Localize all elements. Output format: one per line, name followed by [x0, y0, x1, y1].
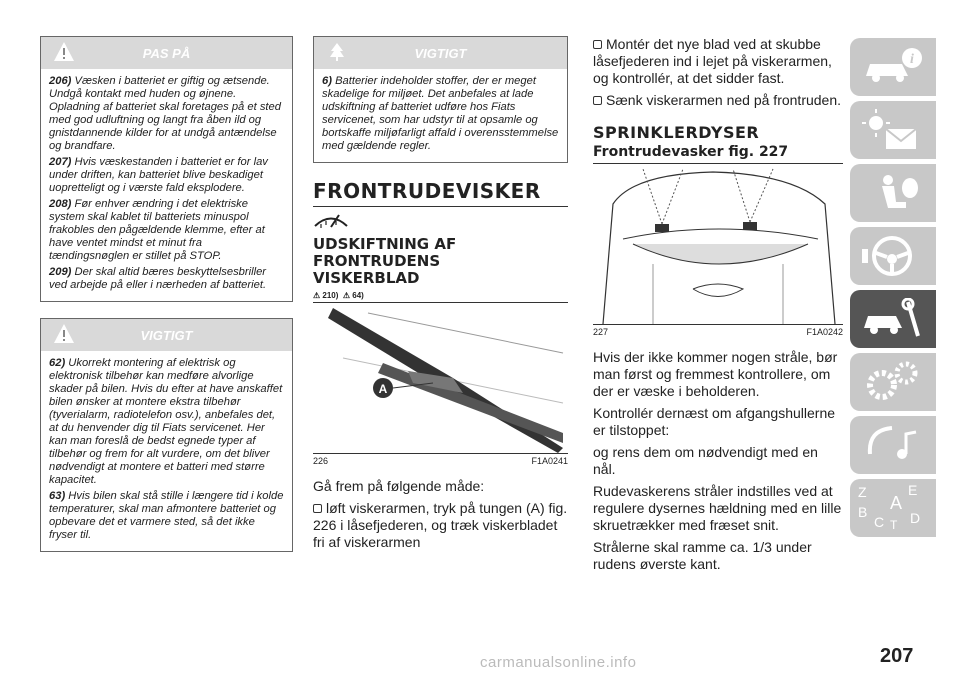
- note-text: Ukorrekt montering af elektrisk og elektronisk tilbehør kan medføre alvorlige skader på bilen. Hvis du efter at have anskaffet bilen ønsker at montere ekstra tilbehør (tyverialarm, radiotelefon osv.), anbefales det, at du henvender dig til Fiats servicenet. Her kan man foreslå de bedst egnede typer af tilbehør og frem for alt vurdere, om det bliver nødvendigt at montere et batteri med større kapacitet.: [49, 357, 283, 486]
- warning-ref-icon: ⚠: [342, 291, 351, 300]
- warning-box-body: [41, 69, 292, 301]
- references: ⚠ 210) ⚠ 64): [313, 291, 364, 300]
- tab-driving[interactable]: [850, 227, 936, 285]
- subsection-heading: UDSKIFTNING AF FRONTRUDENS VISKERBLAD: [313, 235, 457, 287]
- intro-text: Gå frem på følgende måde:: [313, 478, 485, 494]
- note-text: Der skal altid bæres beskyttelsesbriller ved arbejde på eller i nærheden af batteriet.: [49, 266, 267, 291]
- car-wrench-icon: [862, 298, 924, 340]
- note-text: Før enhver ændring i det elektriske system skal kablet til batteriets minuspol frakobles den pågældende klemme, efter at have ventet mindst et minut fra tændingsnøglen er stillet på STOP.: [49, 198, 265, 262]
- warning-box-pas-paa: [40, 36, 293, 302]
- bullet-icon: [313, 504, 322, 513]
- heading-rule: [313, 206, 568, 207]
- important-box: [40, 318, 293, 552]
- environment-box: [313, 36, 568, 163]
- step-text: Montér det nye blad ved at skubbe låsefjederen ind i lejet på viskerarmen, og kontrollér, at det sidder fast.: [593, 36, 832, 86]
- chapter-sidebar: [850, 38, 940, 542]
- tab-maintenance[interactable]: [850, 290, 936, 348]
- note-item: [49, 75, 284, 153]
- steering-wheel-icon: [862, 235, 924, 277]
- step-text: løft viskerarmen, tryk på tungen (A) fig. 226 i låsefjederen, og træk viskerbladet fri af viskerarmen: [313, 500, 568, 550]
- note-text: Hvis bilen skal stå stille i længere tid i kolde temperaturer, skal man afmontere batteriet og opbevare det et varmere sted, så det ikke fryser til.: [49, 490, 284, 541]
- car-info-icon: [862, 46, 924, 88]
- svg-text:A: A: [890, 493, 903, 513]
- figure-226-wiper-blade: [313, 303, 568, 453]
- left-column: [40, 36, 293, 552]
- svg-text:Z: Z: [858, 484, 867, 500]
- section-heading: SPRINKLERDYSER: [593, 123, 760, 142]
- bullet-icon: [593, 40, 602, 49]
- figure-number: 226: [313, 456, 329, 466]
- note-item: [49, 198, 284, 263]
- airbag-seat-icon: [862, 172, 924, 214]
- tab-multimedia[interactable]: [850, 416, 936, 474]
- svg-text:i: i: [910, 52, 914, 67]
- gears-icon: [862, 361, 924, 403]
- figure-227-washer-nozzles: [593, 164, 843, 324]
- warning-lights-icon: [862, 109, 924, 151]
- subsection-heading: Frontrudevasker fig. 227: [593, 144, 789, 160]
- tab-safety[interactable]: [850, 164, 936, 222]
- note-number: 6): [322, 75, 332, 87]
- page-number: 207: [880, 645, 914, 667]
- navigation-music-icon: [862, 424, 924, 466]
- note-number: 62): [49, 357, 66, 369]
- note-item: [49, 490, 284, 542]
- watermark: carmanualsonline.info: [480, 654, 637, 671]
- svg-text:T: T: [890, 518, 898, 531]
- note-number: 209): [49, 266, 72, 278]
- note-number: 63): [49, 490, 66, 502]
- note-number: 208): [49, 198, 72, 210]
- body-text: [593, 349, 843, 573]
- right-column: [593, 36, 843, 578]
- paragraph: Hvis der ikke kommer nogen stråle, bør man først og fremmest kontrollere, om der er væske i beholderen.: [593, 349, 838, 399]
- warning-ref-icon: ⚠: [313, 291, 321, 300]
- note-text: Væsken i batteriet er giftig og ætsende. Undgå kontakt med huden og øjnene. Opladning af batteriet skal foretages på et sted med god udluftning og langt fra åben ild og gnistdannende kilder for at undgå antændelse og brandfare.: [49, 75, 281, 152]
- paragraph: og rens dem om nødvendigt med en nål.: [593, 444, 818, 477]
- alphabet-index-icon: [856, 483, 926, 531]
- paragraph: Strålerne skal ramme ca. 1/3 under rudens øverste kant.: [593, 539, 812, 572]
- note-text: Hvis væskestanden i batteriet er for lav under driften, kan batteriet blive beskadiget uopretteligt og i værste fald eksplodere.: [49, 156, 268, 194]
- svg-text:C: C: [874, 514, 885, 530]
- note-text: Batterier indeholder stoffer, der er meget skadelige for miljøet. Det anbefales at lade udskiftning af batteriet udføre hos Fiats servicenet, som har udstyr til at opsamle og bortskaffe miljøfarligt affald i overensstemmelse med gældende regler.: [322, 75, 559, 152]
- step-text: Sænk viskerarmen ned på frontruden.: [606, 92, 842, 108]
- figure-code: F1A0242: [806, 327, 843, 337]
- note-number: 207): [49, 156, 72, 168]
- svg-text:E: E: [908, 483, 918, 498]
- important-box-title: VIGTIGT: [140, 328, 193, 343]
- note-item: [49, 266, 284, 292]
- note-item: [49, 357, 284, 487]
- middle-column: [313, 36, 568, 556]
- tab-car-info[interactable]: [850, 38, 936, 96]
- windshield-wiper-icon: [313, 211, 349, 229]
- bullet-icon: [593, 96, 602, 105]
- warning-box-title: PAS PÅ: [142, 46, 191, 61]
- note-item: [49, 156, 284, 195]
- tab-warning-lights[interactable]: [850, 101, 936, 159]
- tab-index[interactable]: [850, 479, 936, 537]
- figure-code: F1A0241: [531, 456, 568, 466]
- tab-technical-data[interactable]: [850, 353, 936, 411]
- paragraph: Rudevaskerens stråler indstilles ved at regulere dysernes hældning med en lille skruetrækker med fræset snit.: [593, 483, 842, 533]
- figure-number: 227: [593, 327, 609, 337]
- section-heading: FRONTRUDEVISKER: [313, 179, 541, 203]
- svg-text:B: B: [858, 504, 868, 520]
- figure-label-a: A: [378, 382, 388, 396]
- note-number: 206): [49, 75, 72, 87]
- paragraph: Kontrollér dernæst om afgangshullerne er tilstoppet:: [593, 405, 836, 438]
- environment-box-title: VIGTIGT: [414, 46, 467, 61]
- svg-text:D: D: [910, 510, 921, 526]
- important-box-body: [41, 351, 292, 551]
